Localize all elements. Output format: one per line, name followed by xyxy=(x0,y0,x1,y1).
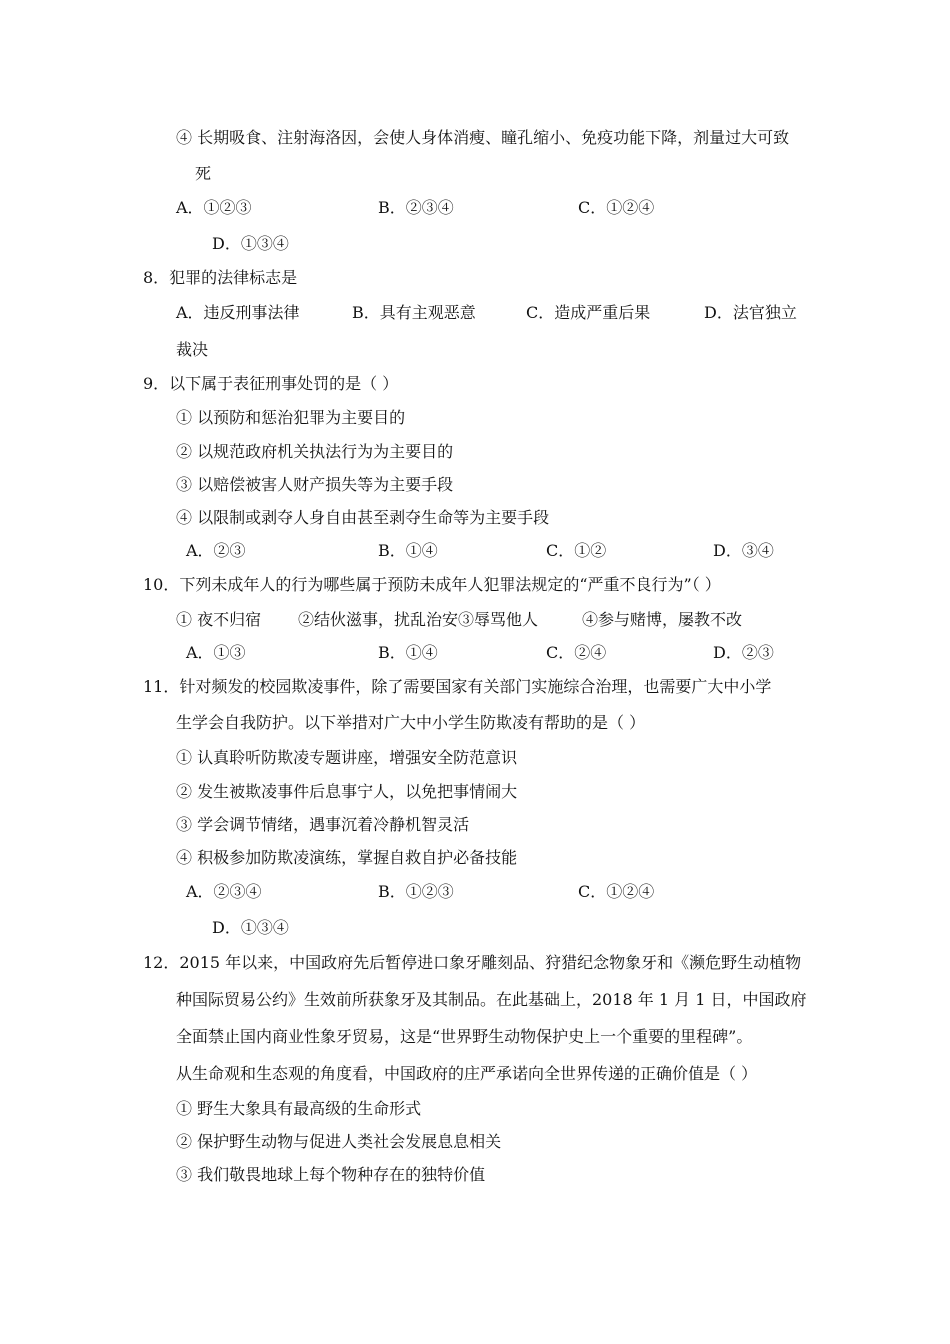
q11-stem-line1: 11．针对频发的校园欺凌事件，除了需要国家有关部门实施综合治理，也需要广大中小学 xyxy=(143,677,772,696)
q9-option-c[interactable]: C．①② xyxy=(546,541,607,560)
q9-item-1: ① 以预防和惩治犯罪为主要目的 xyxy=(176,408,406,427)
q10-stem: 10．下列未成年人的行为哪些属于预防未成年人犯罪法规定的“严重不良行为”（ ） xyxy=(143,575,721,594)
q11-option-d[interactable]: D．①③④ xyxy=(212,918,289,937)
q10-item-4: ④参与赌博，屡教不改 xyxy=(582,610,743,629)
q9-item-3: ③ 以赔偿被害人财产损失等为主要手段 xyxy=(176,475,454,494)
q12-item-3: ③ 我们敬畏地球上每个物种存在的独特价值 xyxy=(176,1165,486,1184)
q8-option-d[interactable]: D．法官独立 xyxy=(704,303,797,322)
q10-option-c[interactable]: C．②④ xyxy=(546,643,607,662)
q12-stem-line2: 种国际贸易公约》生效前所获象牙及其制品。在此基础上，2018 年 1 月 1 日，中国政府 xyxy=(176,990,807,1009)
q8-stem: 8．犯罪的法律标志是 xyxy=(143,268,298,287)
q11-option-b[interactable]: B．①②③ xyxy=(378,882,454,901)
q9-option-b[interactable]: B．①④ xyxy=(378,541,438,560)
q7-option-c[interactable]: C．①②④ xyxy=(578,198,655,217)
q10-option-a[interactable]: A．①③ xyxy=(186,643,246,662)
q12-item-1: ① 野生大象具有最高级的生命形式 xyxy=(176,1099,422,1118)
q7-option-a[interactable]: A．①②③ xyxy=(176,198,252,217)
q10-option-b[interactable]: B．①④ xyxy=(378,643,438,662)
q12-stem-line4: 从生命观和生态观的角度看，中国政府的庄严承诺向全世界传递的正确价值是（ ） xyxy=(176,1064,758,1083)
q9-option-a[interactable]: A．②③ xyxy=(186,541,246,560)
q7-item-4-line1: ④ 长期吸食、注射海洛因，会使人身体消瘦、瞳孔缩小、免疫功能下降，剂量过大可致 xyxy=(176,128,790,147)
q7-item-4-line2: 死 xyxy=(195,164,212,183)
q11-stem-line2: 生学会自我防护。以下举措对广大中小学生防欺凌有帮助的是（ ） xyxy=(176,713,646,732)
q8-option-c[interactable]: C．造成严重后果 xyxy=(526,303,651,322)
q11-option-c[interactable]: C．①②④ xyxy=(578,882,655,901)
q12-stem-line1: 12．2015 年以来，中国政府先后暂停进口象牙雕刻品、狩猎纪念物象牙和《濒危野生动植物 xyxy=(143,953,802,972)
q11-option-a[interactable]: A．②③④ xyxy=(186,882,262,901)
q11-item-1: ① 认真聆听防欺凌专题讲座，增强安全防范意识 xyxy=(176,748,518,767)
q11-item-3: ③ 学会调节情绪，遇事沉着冷静机智灵活 xyxy=(176,815,470,834)
q12-stem-line3: 全面禁止国内商业性象牙贸易，这是“世界野生动物保护史上一个重要的里程碑”。 xyxy=(176,1027,753,1046)
q12-item-2: ② 保护野生动物与促进人类社会发展息息相关 xyxy=(176,1132,502,1151)
q9-item-4: ④ 以限制或剥夺人身自由甚至剥夺生命等为主要手段 xyxy=(176,508,550,527)
q10-item-1: ① 夜不归宿 xyxy=(176,610,262,629)
q8-option-d-cont: 裁决 xyxy=(176,340,209,359)
q9-item-2: ② 以规范政府机关执法行为为主要目的 xyxy=(176,442,454,461)
q8-option-b[interactable]: B．具有主观恶意 xyxy=(352,303,476,322)
q11-item-2: ② 发生被欺凌事件后息事宁人，以免把事情闹大 xyxy=(176,782,518,801)
q11-item-4: ④ 积极参加防欺凌演练，掌握自救自护必备技能 xyxy=(176,848,518,867)
q9-stem: 9．以下属于表征刑事处罚的是（ ） xyxy=(143,374,399,393)
q9-option-d[interactable]: D．③④ xyxy=(713,541,774,560)
q8-option-a[interactable]: A．违反刑事法律 xyxy=(176,303,300,322)
q10-item-2-3: ②结伙滋事，扰乱治安③辱骂他人 xyxy=(298,610,539,629)
q7-option-d[interactable]: D．①③④ xyxy=(212,234,289,253)
q7-option-b[interactable]: B．②③④ xyxy=(378,198,454,217)
q10-option-d[interactable]: D．②③ xyxy=(713,643,774,662)
